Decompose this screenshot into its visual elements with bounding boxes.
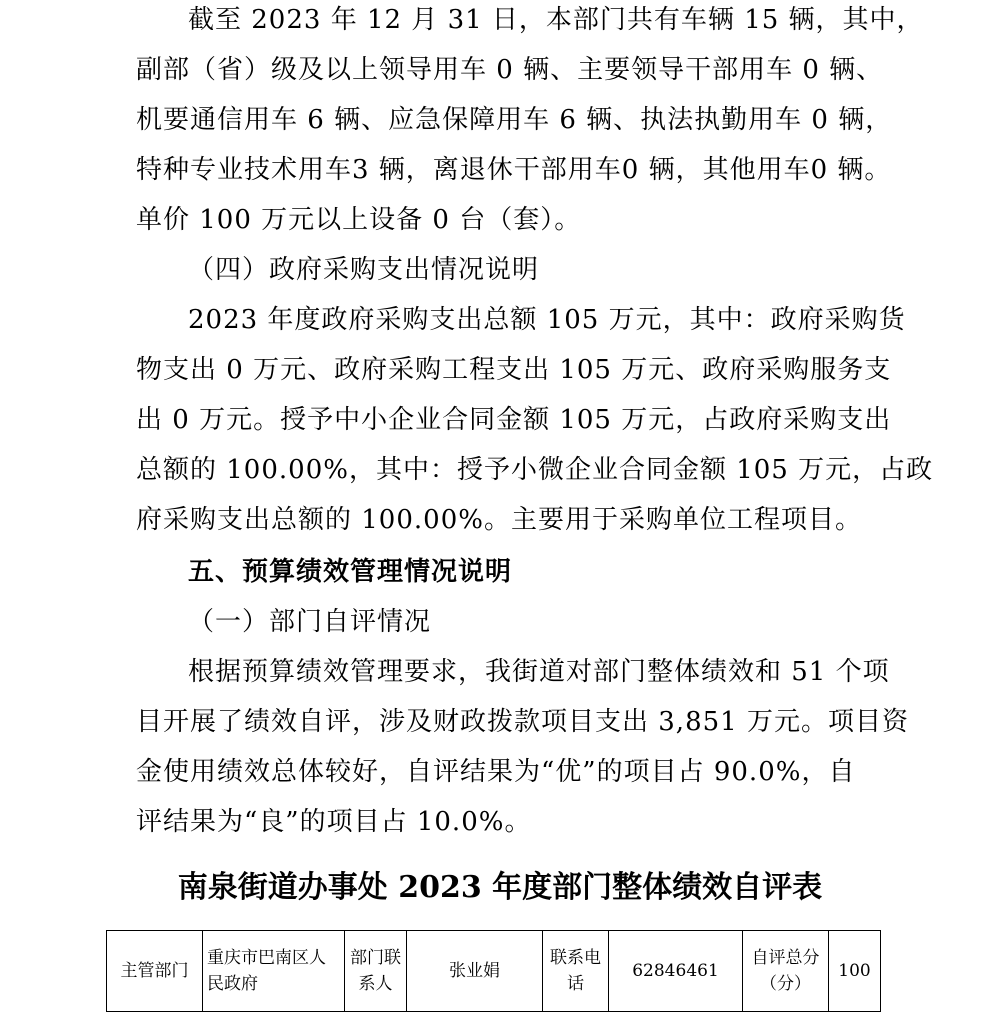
selfeval-line-2: 目开展了绩效自评，涉及财政拨款项目支出 3,851 万元。项目资 bbox=[136, 707, 909, 737]
selfeval-line-1: 根据预算绩效管理要求，我街道对部门整体绩效和 51 个项 bbox=[188, 657, 890, 687]
vehicles-line-2: 副部（省）级及以上领导用车 0 辆、主要领导干部用车 0 辆、 bbox=[136, 55, 884, 85]
selfeval-heading: （一）部门自评情况 bbox=[188, 607, 432, 637]
procurement-line-1: 2023 年度政府采购支出总额 105 万元，其中：政府采购货 bbox=[188, 305, 906, 335]
vehicles-line-4: 特种专业技术用车3 辆，离退休干部用车0 辆，其他用车0 辆。 bbox=[136, 155, 892, 185]
score-label-cell: 自评总分（分） bbox=[743, 931, 829, 1012]
procurement-line-5: 府采购支出总额的 100.00%。主要用于采购单位工程项目。 bbox=[136, 505, 862, 535]
vehicles-line-5: 单价 100 万元以上设备 0 台（套）。 bbox=[136, 205, 582, 235]
contact-value-cell: 张业娟 bbox=[407, 931, 543, 1012]
dept-value-cell: 重庆市巴南区人民政府 bbox=[203, 931, 345, 1012]
phone-label-cell: 联系电话 bbox=[543, 931, 609, 1012]
procurement-heading: （四）政府采购支出情况说明 bbox=[188, 255, 540, 285]
vehicles-line-3: 机要通信用车 6 辆、应急保障用车 6 辆、执法执勤用车 0 辆， bbox=[136, 105, 893, 135]
procurement-line-2: 物支出 0 万元、政府采购工程支出 105 万元、政府采购服务支 bbox=[136, 355, 892, 385]
section5-heading: 五、预算绩效管理情况说明 bbox=[188, 557, 513, 587]
table-row bbox=[107, 931, 881, 1012]
phone-value-cell: 62846461 bbox=[609, 931, 743, 1012]
self-evaluation-table bbox=[106, 930, 881, 1012]
score-value-cell: 100 bbox=[829, 931, 881, 1012]
selfeval-line-4: 评结果为“良”的项目占 10.0%。 bbox=[136, 807, 532, 837]
procurement-line-3: 出 0 万元。授予中小企业合同金额 105 万元，占政府采购支出 bbox=[136, 405, 892, 435]
contact-label-cell: 部门联系人 bbox=[345, 931, 407, 1012]
dept-label-cell: 主管部门 bbox=[107, 931, 203, 1012]
table-title: 南泉街道办事处 2023 年度部门整体绩效自评表 bbox=[177, 870, 823, 905]
vehicles-line-1: 截至 2023 年 12 月 31 日，本部门共有车辆 15 辆，其中， bbox=[188, 5, 924, 35]
selfeval-line-3: 金使用绩效总体较好，自评结果为“优”的项目占 90.0%，自 bbox=[136, 757, 856, 787]
procurement-line-4: 总额的 100.00%，其中：授予小微企业合同金额 105 万元，占政 bbox=[136, 455, 934, 485]
